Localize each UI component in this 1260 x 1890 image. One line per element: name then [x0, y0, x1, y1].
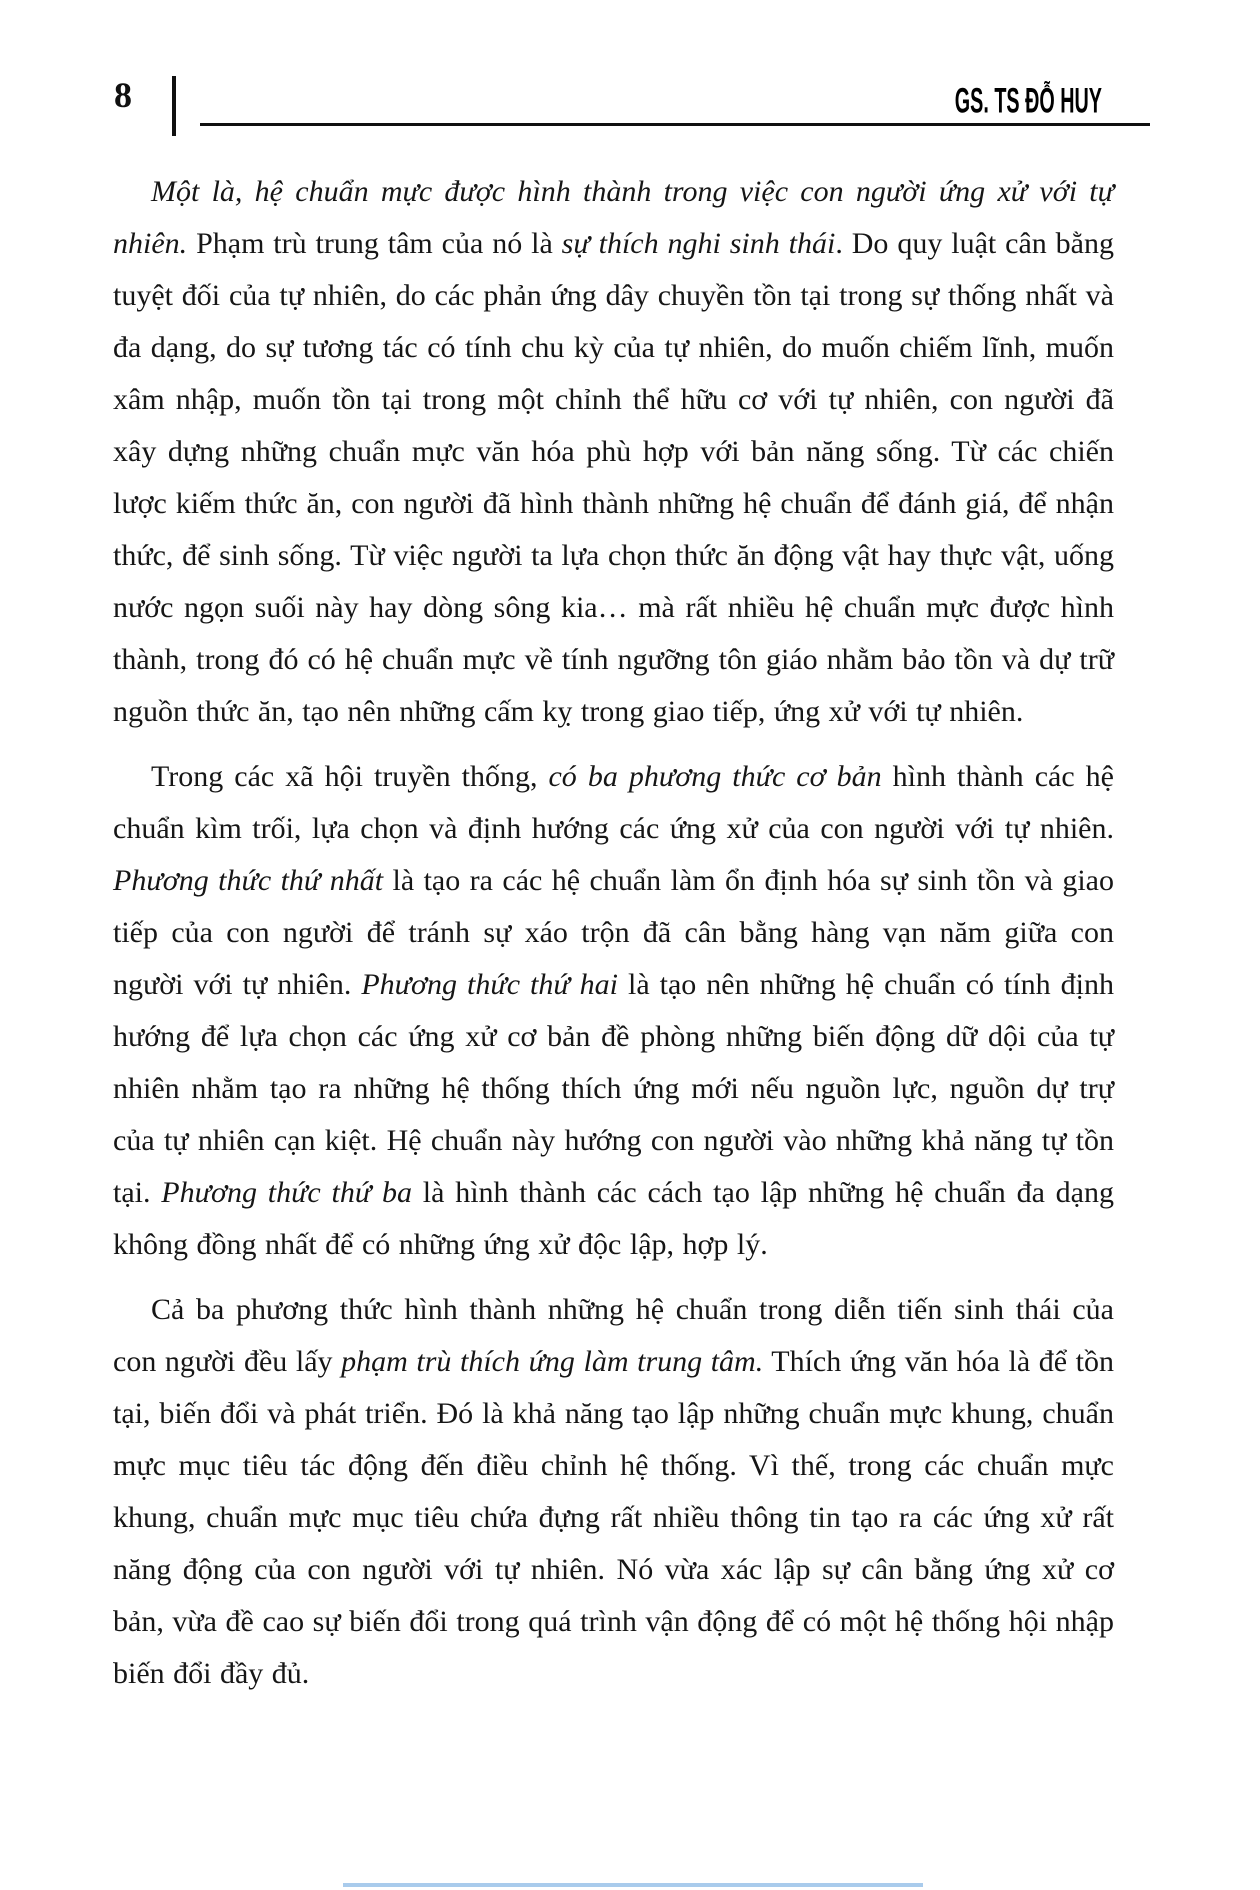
italic-text-run: Phương thức thứ hai: [361, 968, 619, 1001]
italic-text-run: phạm trù thích ứng làm trung tâm.: [341, 1345, 764, 1378]
italic-text-run: Phương thức thứ nhất: [113, 864, 384, 897]
italic-text-run: sự thích nghi sinh thái: [561, 227, 836, 260]
page-body: [113, 166, 1114, 1700]
text-run: là tạo nên những hệ chuẩn có tính định hướng để lựa chọn các ứng xử cơ bản đề phòng những biến động dữ dội của tự nhiên nhằm tạo ra những hệ thống thích ứng mới nếu nguồn lực, nguồn dự trự của tự nhiên cạn kiệt. Hệ chuẩn này hướng con người vào những khả năng tự tồn tại.: [113, 968, 1114, 1209]
page-number: 8: [114, 75, 132, 115]
paragraph: [113, 751, 1114, 1271]
text-run: . Do quy luật cân bằng tuyệt đối của tự nhiên, do các phản ứng dây chuyền tồn tại trong sự thống nhất và đa dạng, do sự tương tác có tính chu kỳ của tự nhiên, do muốn chiếm lĩnh, muốn xâm nhập, muốn tồn tại trong một chỉnh thể hữu cơ với tự nhiên, con người đã xây dựng những chuẩn mực văn hóa phù hợp với bản năng sống. Từ các chiến lược kiếm thức ăn, con người đã hình thành những hệ chuẩn để đánh giá, để nhận thức, để sinh sống. Từ việc người ta lựa chọn thức ăn động vật hay thực vật, uống nước ngọn suối này hay dòng sông kia… mà rất nhiều hệ chuẩn mực được hình thành, trong đó có hệ chuẩn mực về tính ngưỡng tôn giáo nhằm bảo tồn và dự trữ nguồn thức ăn, tạo nên những cấm kỵ trong giao tiếp, ứng xử với tự nhiên.: [113, 227, 1114, 728]
text-run: Cả ba phương thức hình thành những hệ chuẩn trong diễn tiến sinh thái của con người đều lấy: [113, 1293, 1114, 1378]
text-run: Trong các xã hội truyền thống,: [151, 760, 549, 793]
italic-text-run: Phương thức thứ ba: [161, 1176, 412, 1209]
header-divider-bar: [172, 76, 176, 136]
running-head-author: GS. TS ĐỖ HUY: [954, 82, 1102, 121]
text-run: Thích ứng văn hóa là để tồn tại, biến đổi và phát triển. Đó là khả năng tạo lập những chuẩn mực khung, chuẩn mực mục tiêu tác động đến điều chỉnh hệ thống. Vì thế, trong các chuẩn mực khung, chuẩn mực mục tiêu chứa đựng rất nhiều thông tin tạo ra các ứng xử rất năng động của con người với tự nhiên. Nó vừa xác lập sự cân bằng ứng xử cơ bản, vừa đề cao sự biến đổi trong quá trình vận động để có một hệ thống hội nhập biến đổi đầy đủ.: [113, 1345, 1114, 1690]
text-run: là tạo ra các hệ chuẩn làm ổn định hóa sự sinh tồn và giao tiếp của con người để tránh sự xáo trộn đã cân bằng hàng vạn năm giữa con người với tự nhiên.: [113, 864, 1114, 1001]
text-run: là hình thành các cách tạo lập những hệ chuẩn đa dạng không đồng nhất để có những ứng xử độc lập, hợp lý.: [113, 1176, 1114, 1261]
text-run: Phạm trù trung tâm của nó là: [187, 227, 562, 260]
paragraph: [113, 1284, 1114, 1700]
italic-text-run: Một là, hệ chuẩn mực được hình thành trong việc con người ứng xử với tự nhiên.: [113, 175, 1114, 260]
paragraph: [113, 166, 1114, 738]
scan-artifact-line: [343, 1883, 923, 1887]
header-rule: [200, 123, 1150, 126]
italic-text-run: có ba phương thức cơ bản: [548, 760, 882, 793]
text-run: hình thành các hệ chuẩn kìm trối, lựa chọn và định hướng các ứng xử của con người với tự nhiên.: [113, 760, 1114, 845]
